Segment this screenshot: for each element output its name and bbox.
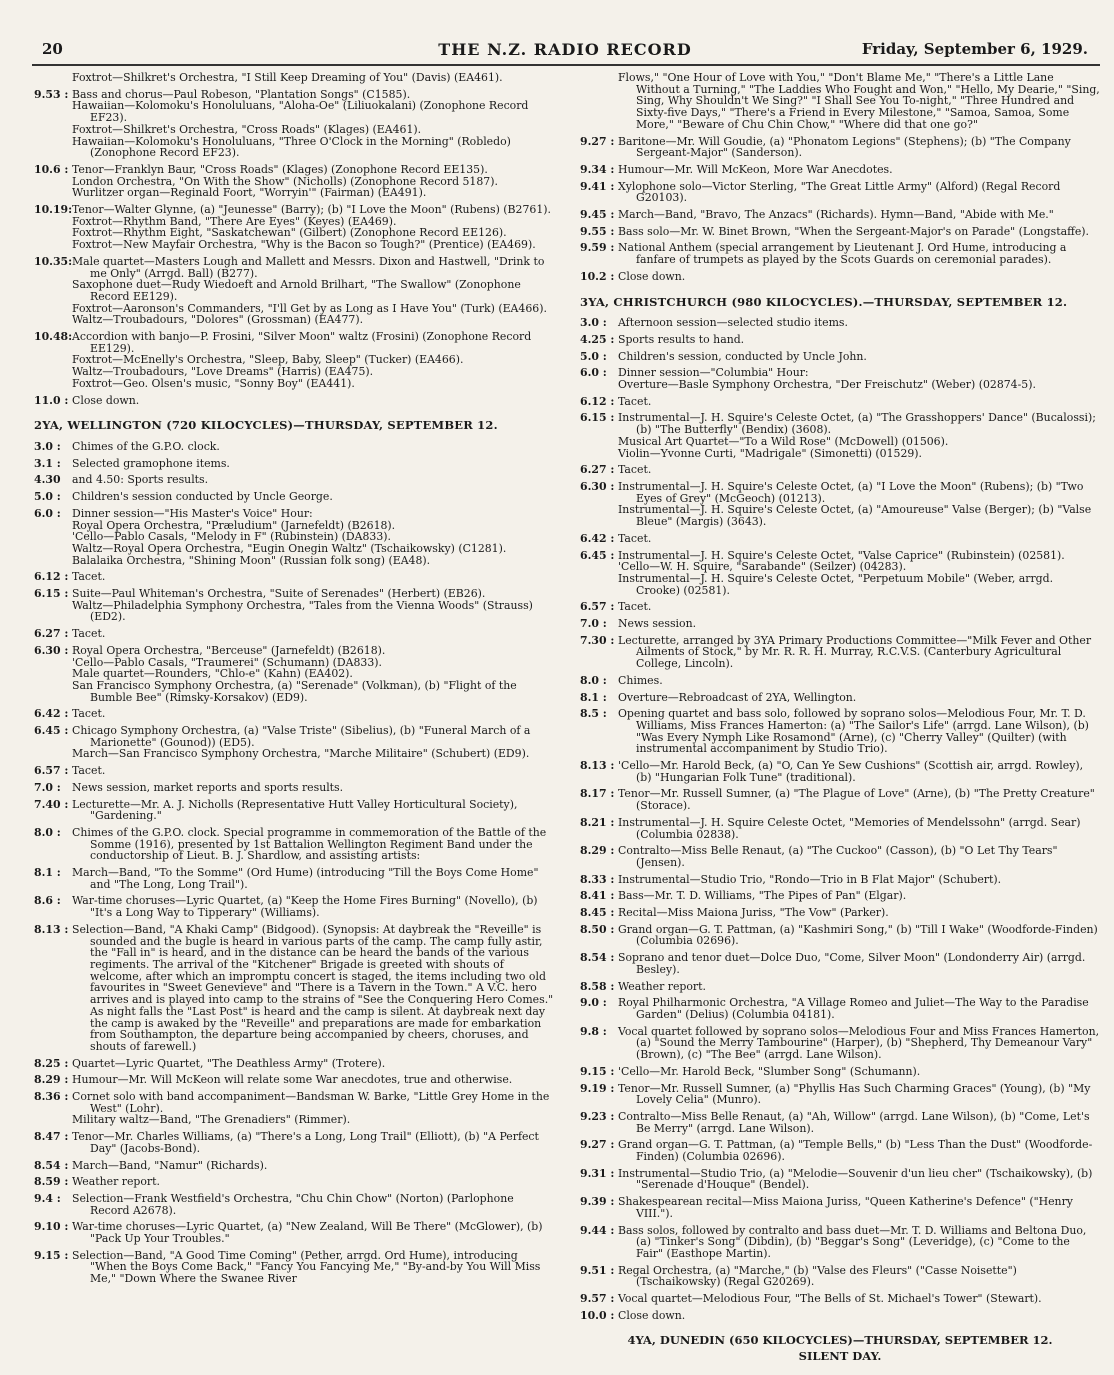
program-entry: Close down. [72, 393, 140, 407]
program-time [34, 239, 70, 251]
program-time: 6.27 : [580, 463, 615, 477]
program-entry: War-time choruses—Lyric Quartet, (a) "New Zealand, Will Be There" (McGlower), (b) "Pack Up Your Troubles." [72, 1220, 543, 1246]
program-entry: Tacet. [72, 627, 106, 641]
program-entry: News session, market reports and sports results. [72, 780, 344, 794]
program-entry: London Orchestra, "On With the Show" (Nicholls) (Zonophone Record 5187). [72, 174, 498, 188]
program-time: 9.0 : [580, 996, 607, 1010]
program-time [580, 72, 616, 131]
program-entry: Wurlitzer organ—Reginald Foort, "Worryin'" (Fairman) (EA491). [72, 186, 427, 200]
program-time: 6.42 : [34, 707, 69, 721]
program-time: 9.31 : [580, 1166, 615, 1180]
program-time: 3.0 : [34, 439, 61, 453]
program-time [34, 600, 70, 623]
program-entry: Instrumental—Studio Trio, "Rondo—Trio in B Flat Major" (Schubert). [618, 872, 1002, 886]
program-entry: Chimes of the G.P.O. clock. [72, 439, 220, 453]
program-time [34, 668, 70, 680]
program-entry: Tenor—Mr. Russell Sumner, (a) "The Plague of Love" (Arne), (b) "The Pretty Creature" (Storace). [618, 787, 1095, 813]
program-entry: Instrumental—Studio Trio, (a) "Melodie—Souvenir d'un lieu cher" (Tschaikowsky), (b) "Serenade d'Houque" (Bendel). [618, 1166, 1093, 1192]
program-time: 8.13 : [34, 922, 69, 936]
program-time: 6.42 : [580, 531, 615, 545]
program-time: 8.13 : [580, 759, 615, 773]
program-entry: War-time choruses—Lyric Quartet, (a) "Keep the Home Fires Burning" (Novello), (b) "It's a Long Way to Tipperary" (Williams). [72, 894, 538, 920]
program-time: 3.0 : [580, 316, 607, 330]
program-time [34, 680, 70, 703]
program-time [34, 216, 70, 228]
program-time: 8.54 : [580, 951, 615, 965]
program-entry: Xylophone solo—Victor Sterling, "The Great Little Army" (Alford) (Regal Record G20103). [618, 179, 1061, 205]
program-time: 8.29 : [580, 844, 615, 858]
program-time [34, 366, 70, 378]
program-time: 6.30 : [34, 643, 69, 657]
program-time: 6.0 : [34, 506, 61, 520]
program-entry: Suite—Paul Whiteman's Orchestra, "Suite of Serenades" (Herbert) (EB26). [72, 587, 486, 601]
program-time: 8.6 : [34, 894, 61, 908]
program-entry: Tacet. [618, 463, 652, 477]
program-time: 6.57 : [34, 764, 69, 778]
program-time: 8.33 : [580, 872, 615, 886]
program-time: 9.45 : [580, 208, 615, 222]
publication-title: THE N.Z. RADIO RECORD [438, 40, 692, 59]
program-time: 6.30 : [580, 479, 615, 493]
program-entry: Vocal quartet followed by soprano solos—Melodious Four and Miss Frances Hamerton, (a) "Sound the Merry Tambourine" (Harper), (b) "Shepherd, Thy Demeanour Vary" (Brown), (c) "The Bee" (arrgd. Lane Wilson). [618, 1024, 1100, 1062]
program-time: 9.8 : [580, 1024, 607, 1038]
program-entry: Overture—Rebroadcast of 2YA, Wellington. [618, 690, 857, 704]
program-time: 4.30 [34, 473, 61, 487]
program-time: 10.19: [34, 203, 73, 217]
program-time: 6.15 : [580, 411, 615, 425]
program-entry: Chimes. [618, 673, 663, 687]
program-time: 3.1 : [34, 456, 61, 470]
program-entry: Violin—Yvonne Curti, "Madrigale" (Simonetti) (01529). [618, 446, 923, 460]
program-entry: 'Cello—Mr. Harold Beck, "Slumber Song" (Schumann). [618, 1064, 921, 1078]
program-entry: 'Cello—Pablo Casals, "Traumerei" (Schumann) (DA833). [72, 655, 382, 669]
program-entry: Bass and chorus—Paul Robeson, "Plantation Songs" (C1585). [72, 87, 411, 101]
program-time: 9.15 : [34, 1248, 69, 1262]
program-time: 6.12 : [34, 570, 69, 584]
program-entry: Military waltz—Band, "The Grenadiers" (Rimmer). [72, 1113, 351, 1127]
program-entry: Children's session, conducted by Uncle John. [618, 349, 867, 363]
program-entry: Close down. [618, 1308, 686, 1322]
program-entry: Lecturette, arranged by 3YA Primary Productions Committee—"Milk Fever and Other Ailments of Stock," by Mr. R. R. H. Murray, R.C.V.S. (Canterbury Agricultural College, Lincoln). [618, 633, 1092, 671]
program-time: 7.0 : [580, 617, 607, 631]
program-entry: Foxtrot—Aaronson's Commanders, "I'll Get by as Long as I Have You" (Turk) (EA466). [72, 301, 547, 315]
program-time [34, 314, 70, 326]
program-entry: Bass—Mr. T. D. Williams, "The Pipes of Pan" (Elgar). [618, 889, 907, 903]
program-entry: Balalaika Orchestra, "Shining Moon" (Russian folk song) (EA48). [72, 553, 431, 567]
program-entry: Lecturette—Mr. A. J. Nicholls (Representative Hutt Valley Horticultural Society), "Gardening." [72, 797, 518, 823]
program-time: 6.57 : [580, 600, 615, 614]
program-time [34, 354, 70, 366]
program-entry: Tacet. [72, 707, 106, 721]
program-time: 9.34 : [580, 162, 615, 176]
program-time [34, 227, 70, 239]
program-time: 10.6 : [34, 162, 69, 176]
program-entry: Royal Opera Orchestra, "Berceuse" (Jarnefeldt) (B2618). [72, 643, 386, 657]
program-entry: Instrumental—J. H. Squire's Celeste Octet, (a) "Amoureuse" Valse (Berger); (b) "Valse Bleue" (Margis) (3643). [618, 503, 1092, 529]
program-entry: Foxtrot—Rhythm Band, "There Are Eyes" (Keyes) (EA469). [72, 214, 397, 228]
right-column [580, 72, 1100, 1363]
left-column [34, 72, 554, 1285]
program-entry: Waltz—Troubadours, "Love Dreams" (Harris) (EA475). [72, 365, 374, 379]
program-time: 8.50 : [580, 922, 615, 936]
program-list-1ya-continued [34, 72, 554, 406]
issue-date: Friday, September 6, 1929. [861, 40, 1088, 58]
program-entry: Tacet. [72, 570, 106, 584]
program-time: 8.5 : [580, 707, 607, 721]
program-entry: Waltz—Royal Opera Orchestra, "Eugin Onegin Waltz" (Tschaikowsky) (C1281). [72, 541, 507, 555]
program-entry: Foxtrot—Shilkret's Orchestra, "I Still Keep Dreaming of You" (Davis) (EA461). [72, 71, 503, 84]
program-entry: Overture—Basle Symphony Orchestra, "Der Freischutz" (Weber) (02874-5). [618, 378, 1036, 392]
program-entry: Vocal quartet—Melodious Four, "The Bells of St. Michael's Tower" (Stewart). [618, 1292, 1042, 1306]
program-time: 8.17 : [580, 787, 615, 801]
program-time: 8.21 : [580, 815, 615, 829]
header-rule [32, 64, 1100, 66]
program-time [34, 279, 70, 302]
program-entry: Instrumental—J. H. Squire's Celeste Octet, (a) "I Love the Moon" (Rubens); (b) "Two Eyes of Grey" (McGeoch) (01213). [618, 479, 1084, 505]
program-entry: Bass solo—Mr. W. Binet Brown, "When the Sergeant-Major's on Parade" (Longstaffe). [618, 224, 1089, 238]
program-entry: Instrumental—J. H. Squire's Celeste Octet, "Valse Caprice" (Rubinstein) (02581). [618, 548, 1065, 562]
program-entry: Tacet. [72, 764, 106, 778]
program-list-2ya-continued [580, 72, 1100, 283]
program-entry: Selection—Band, "A Good Time Coming" (Pether, arrgd. Ord Hume), introducing "When the Boys Come Back," "Fancy You Fancying Me," "By-and-by You Will Miss Me," "Down Where the Swanee River [72, 1248, 541, 1286]
program-time: 6.12 : [580, 394, 615, 408]
program-entry: National Anthem (special arrangement by Lieutenant J. Ord Hume, introducing a fanfare of trumpets as played by the Scots Guards on ceremonial parades). [618, 241, 1067, 267]
program-entry: Hawaiian—Kolomoku's Honoluluans, "Three O'Clock in the Morning" (Robledo) (Zonophone Record EF23). [72, 134, 511, 160]
program-time: 8.41 : [580, 889, 615, 903]
program-time: 9.27 : [580, 134, 615, 148]
program-time [34, 543, 70, 555]
program-time: 9.19 : [580, 1081, 615, 1095]
program-entry: March—San Francisco Symphony Orchestra, "Marche Militaire" (Schubert) (ED9). [72, 747, 530, 761]
program-time [34, 520, 70, 532]
program-entry: Hawaiian—Kolomoku's Honoluluans, "Aloha-Oe" (Liliuokalani) (Zonophone Record EF23). [72, 99, 529, 125]
program-entry: Afternoon session—selected studio items. [618, 316, 848, 330]
program-time: 7.0 : [34, 780, 61, 794]
program-entry: and 4.50: Sports results. [72, 473, 209, 487]
program-entry: Selected gramophone items. [72, 456, 230, 470]
program-entry: Foxtrot—McEnelly's Orchestra, "Sleep, Baby, Sleep" (Tucker) (EA466). [72, 353, 464, 367]
program-time [580, 561, 616, 573]
program-entry: Royal Philharmonic Orchestra, "A Village Romeo and Juliet—The Way to the Paradise Garden" (Delius) (Columbia 04181). [618, 996, 1089, 1021]
program-time [34, 100, 70, 123]
program-time: 9.15 : [580, 1064, 615, 1078]
program-time: 9.51 : [580, 1263, 615, 1277]
program-entry: Foxtrot—New Mayfair Orchestra, "Why is the Bacon so Tough?" (Prentice) (EA469). [72, 238, 536, 252]
program-time: 8.54 : [34, 1158, 69, 1172]
program-entry: 'Cello—Pablo Casals, "Melody in F" (Rubinstein) (DA833). [72, 530, 392, 544]
program-time: 9.27 : [580, 1138, 615, 1152]
program-entry: Humour—Mr. Will McKeon will relate some War anecdotes, true and otherwise. [72, 1073, 513, 1087]
program-time: 8.47 : [34, 1130, 69, 1144]
program-entry: Soprano and tenor duet—Dolce Duo, "Come, Silver Moon" (Londonderry Air) (arrgd. Besley). [618, 951, 1086, 976]
program-time: 8.59 : [34, 1175, 69, 1189]
program-entry: Instrumental—J. H. Squire Celeste Octet, "Memories of Mendelssohn" (arrgd. Sear) (Columbia 02838). [618, 815, 1081, 841]
program-entry: Foxtrot—Geo. Olsen's music, "Sonny Boy" (EA441). [72, 376, 355, 390]
program-time: 6.45 : [34, 724, 69, 738]
program-time [580, 436, 616, 448]
program-entry: Dinner session—"Columbia" Hour: [618, 366, 809, 380]
program-time: 5.0 : [34, 490, 61, 504]
program-time [34, 72, 70, 84]
program-entry: Humour—Mr. Will McKeon, More War Anecdotes. [618, 162, 893, 176]
program-time: 5.0 : [580, 349, 607, 363]
program-time: 6.0 : [580, 366, 607, 380]
program-entry: 'Cello—W. H. Squire, "Sarabande" (Seilzer) (04283). [618, 560, 907, 574]
program-entry: Children's session conducted by Uncle George. [72, 490, 333, 504]
program-time [34, 378, 70, 390]
program-time [34, 136, 70, 159]
program-time: 8.36 : [34, 1090, 69, 1104]
program-time: 7.30 : [580, 633, 615, 647]
program-time: 6.15 : [34, 587, 69, 601]
program-entry: Selection—Frank Westfield's Orchestra, "Chu Chin Chow" (Norton) (Parlophone Record A2678). [72, 1191, 514, 1217]
program-entry: Tacet. [618, 531, 652, 545]
program-entry: Instrumental—J. H. Squire's Celeste Octet, (a) "The Grasshoppers' Dance" (Bucalossi); (b) "The Butterfly" (Bendix) (3608). [618, 411, 1096, 437]
section-heading-3ya: 3YA, CHRISTCHURCH (980 KILOCYCLES).—THURSDAY, SEPTEMBER 12. [580, 294, 1068, 309]
program-entry: Quartet—Lyric Quartet, "The Deathless Army" (Trotere). [72, 1056, 386, 1070]
program-entry: News session. [618, 617, 697, 631]
program-time: 10.0 : [580, 1308, 615, 1322]
program-time: 9.55 : [580, 224, 615, 238]
program-entry: Saxophone duet—Rudy Wiedoeft and Arnold Brilhart, "The Swallow" (Zonophone Record EE129). [72, 278, 521, 303]
program-entry: Accordion with banjo—P. Frosini, "Silver Moon" waltz (Frosini) (Zonophone Record EE129). [72, 330, 532, 355]
masthead [30, 36, 1100, 64]
program-entry: Royal Opera Orchestra, "Præludium" (Jarnefeldt) (B2618). [72, 518, 396, 532]
program-entry: Chimes of the G.P.O. clock. Special programme in commemoration of the Battle of the Somme (1916), presented by 1st Battalion Wellington Regiment Band under the conductorship of Lieut. B. J. Shardlow, and assisting artists: [72, 825, 547, 863]
program-entry: Waltz—Troubadours, "Dolores" (Grossman) (EA477). [72, 313, 364, 327]
program-entry: March—Band, "Bravo, The Anzacs" (Richards). Hymn—Band, "Abide with Me." [618, 208, 1054, 222]
program-entry: Opening quartet and bass solo, followed by soprano solos—Melodious Four, Mr. T. D. Williams, Miss Frances Hamerton: (a) "The Sailor's Life" (arrgd. Lane Wilson), (b) "Was Every Nymph Like Rosamond" (Arne), (c) "Cherry Valley" (Quilter) (with instrumental accompaniment by Studio Trio). [618, 707, 1089, 756]
program-entry: Bass solos, followed by contralto and bass duet—Mr. T. D. Williams and Beltona Duo, (a) "Tinker's Song" (Dibdin), (b) "Beggar's Song" (Leveridge), (c) "Come to the Fair" (Easthope Martin). [618, 1223, 1087, 1260]
program-entry: Chicago Symphony Orchestra, (a) "Valse Triste" (Sibelius), (b) "Funeral March of a Marionette" (Gounod)) (ED5). [72, 724, 531, 749]
program-time [580, 448, 616, 460]
program-entry: Instrumental—J. H. Squire's Celeste Octet, "Perpetuum Mobile" (Weber, arrgd. Crooke) (02581). [618, 571, 1054, 597]
program-entry: Shakespearean recital—Miss Maiona Juriss, "Queen Katherine's Defence" ("Henry VIII."). [618, 1195, 1073, 1220]
program-time [34, 187, 70, 199]
program-time: 9.41 : [580, 179, 615, 193]
program-time [34, 748, 70, 760]
program-entry: Cornet solo with band accompaniment—Bandsman W. Barke, "Little Grey Home in the West" (Lohr). [72, 1090, 550, 1115]
program-entry: Contralto—Miss Belle Renaut, (a) "The Cuckoo" (Casson), (b) "O Let Thy Tears" (Jensen). [618, 844, 1058, 869]
program-time: 10.2 : [580, 269, 615, 283]
program-entry: Close down. [618, 269, 686, 283]
program-entry: Contralto—Miss Belle Renaut, (a) "Ah, Willow" (arrgd. Lane Wilson), (b) "Come, Let's Be Merry" (arrgd. Lane Wilson). [618, 1109, 1090, 1135]
program-time: 8.29 : [34, 1073, 69, 1087]
program-entry: Selection—Band, "A Khaki Camp" (Bidgood). (Synopsis: At daybreak the "Reveille" is sounded and the bugle is heard in various parts of the camp. The camp fully astir, the "Fall in" is heard, and in the distance can be heard the bands of the various regiments. The arrival of the "Kitchener" Brigade is greeted with shouts of welcome, after which an impromptu concert is staged, the items including two old favourites in "Sweet Genevieve" and "There is a Tavern in the Town." A V.C. hero arrives and is played into camp to the strains of "See the Conquering Hero Comes." As night falls the "Last Post" is heard and the camp is silent. At daybreak next day the camp is awaked by the "Reveille" and preparations are made for embarkation from Southampton, the departure being accompanied by cheers, choruses, and shouts of farewell.) [72, 922, 554, 1053]
program-time: 8.0 : [34, 825, 61, 839]
program-entry: Baritone—Mr. Will Goudie, (a) "Phonatom Legions" (Stephens); (b) "The Company Sergeant-Major" (Sanderson). [618, 134, 1071, 160]
program-entry: Grand organ—G. T. Pattman, (a) "Temple Bells," (b) "Less Than the Dust" (Woodforde-Finden) (Columbia 02696). [618, 1138, 1093, 1164]
program-time: 9.59 : [580, 241, 615, 255]
program-entry: Tenor—Mr. Russell Sumner, (a) "Phyllis Has Such Charming Graces" (Young), (b) "My Lovely Celia" (Munro). [618, 1081, 1091, 1107]
program-entry: March—Band, "Namur" (Richards). [72, 1158, 268, 1172]
program-time: 9.23 : [580, 1109, 615, 1123]
program-list-2ya [34, 441, 554, 1285]
program-time [34, 531, 70, 543]
program-time: 9.44 : [580, 1223, 615, 1237]
program-entry: Weather report. [618, 979, 706, 993]
program-time [34, 303, 70, 315]
program-time: 6.27 : [34, 627, 69, 641]
program-time: 8.25 : [34, 1056, 69, 1070]
program-entry: Male quartet—Masters Lough and Mallett and Messrs. Dixon and Hastwell, "Drink to me Only" (Arrgd. Ball) (B277). [72, 254, 545, 280]
program-entry: Regal Orchestra, (a) "Marche," (b) "Valse des Fleurs" ("Casse Noisette") (Tschaikowsky) (Regal G20269). [618, 1263, 1017, 1289]
section-heading-2ya: 2YA, WELLINGTON (720 KILOCYCLES)—THURSDAY, SEPTEMBER 12. [34, 418, 498, 433]
program-time [34, 124, 70, 136]
program-time: 7.40 : [34, 797, 69, 811]
program-entry: Waltz—Philadelphia Symphony Orchestra, "Tales from the Vienna Woods" (Strauss) (ED2). [72, 598, 533, 624]
program-time: 9.10 : [34, 1220, 69, 1234]
program-time: 10.48: [34, 330, 73, 344]
program-time [34, 657, 70, 669]
program-entry: Dinner session—"His Master's Voice" Hour: [72, 506, 313, 520]
program-list-3ya [580, 317, 1100, 1321]
program-time [580, 573, 616, 596]
program-time: 8.58 : [580, 979, 615, 993]
program-entry: Tacet. [618, 600, 652, 614]
program-entry: March—Band, "To the Somme" (Ord Hume) (introducing "Till the Boys Come Home" and "The Long, Long Trail"). [72, 866, 539, 891]
program-entry: Tenor—Walter Glynne, (a) "Jeunesse" (Barry); (b) "I Love the Moon" (Rubens) (B2761). [72, 203, 551, 217]
program-entry: Tacet. [618, 394, 652, 408]
program-time [580, 504, 616, 527]
program-entry: Grand organ—G. T. Pattman, (a) "Kashmiri Song," (b) "Till I Wake" (Woodforde-Finden) (Columbia 02696). [618, 922, 1098, 948]
program-entry: Foxtrot—Shilkret's Orchestra, "Cross Roads" (Klages) (EA461). [72, 122, 422, 136]
program-time: 8.0 : [580, 673, 607, 687]
page-number: 20 [42, 40, 63, 58]
program-entry: Weather report. [72, 1175, 160, 1189]
program-entry: Foxtrot—Rhythm Eight, "Saskatchewan" (Gilbert) (Zonophone Record EE126). [72, 226, 507, 240]
program-time [34, 176, 70, 188]
program-entry: 'Cello—Mr. Harold Beck, (a) "O, Can Ye Sew Cushions" (Scottish air, arrgd. Rowley), (b) "Hungarian Folk Tune" (traditional). [618, 759, 1084, 784]
program-time: 8.1 : [580, 690, 607, 704]
program-entry: Recital—Miss Maiona Juriss, "The Vow" (Parker). [618, 906, 889, 920]
program-time: 8.45 : [580, 906, 615, 920]
program-time: 9.4 : [34, 1191, 61, 1205]
program-entry: Musical Art Quartet—"To a Wild Rose" (McDowell) (01506). [618, 434, 949, 448]
program-time: 10.35: [34, 254, 73, 268]
program-entry: Tenor—Franklyn Baur, "Cross Roads" (Klages) (Zonophone Record EE135). [72, 162, 488, 176]
program-time: 9.53 : [34, 87, 69, 101]
program-entry: Sports results to hand. [618, 332, 745, 346]
program-time: 8.1 : [34, 866, 61, 880]
silent-day-note: SILENT DAY. [798, 1349, 882, 1364]
program-time [34, 1114, 70, 1126]
program-time: 4.25 : [580, 332, 615, 346]
program-time: 9.39 : [580, 1195, 615, 1209]
program-entry: Male quartet—Rounders, "Chlo-e" (Kahn) (EA402). [72, 667, 353, 681]
program-time [34, 555, 70, 567]
program-time [580, 379, 616, 391]
program-time: 6.45 : [580, 548, 615, 562]
program-time: 11.0 : [34, 393, 69, 407]
program-time: 9.57 : [580, 1292, 615, 1306]
program-entry: San Francisco Symphony Orchestra, (a) "Serenade" (Volkman), (b) "Flight of the Bumble Bee" (Rimsky-Korsakov) (ED9). [72, 678, 517, 704]
program-entry: Tenor—Mr. Charles Williams, (a) "There's a Long, Long Trail" (Elliott), (b) "A Perfect Day" (Jacobs-Bond). [72, 1130, 539, 1155]
program-entry: Flows," "One Hour of Love with You," "Don't Blame Me," "There's a Little Lane Without a Turning," "The Laddies Who Fought and Won," "Hello, My Dearie," "Sing, Sing, Why Shouldn't We Sing?" "I Shall See You To-night," "Three Hundred and Sixty-five Days," "There's a Friend in Every Milestone," "Samoa, Samoa, Some More," "Beware of Chu Chin Chow," "Where did that one go?" [618, 71, 1100, 131]
section-heading-4ya: 4YA, DUNEDIN (650 KILOCYCLES)—THURSDAY, SEPTEMBER 12. [627, 1333, 1053, 1348]
